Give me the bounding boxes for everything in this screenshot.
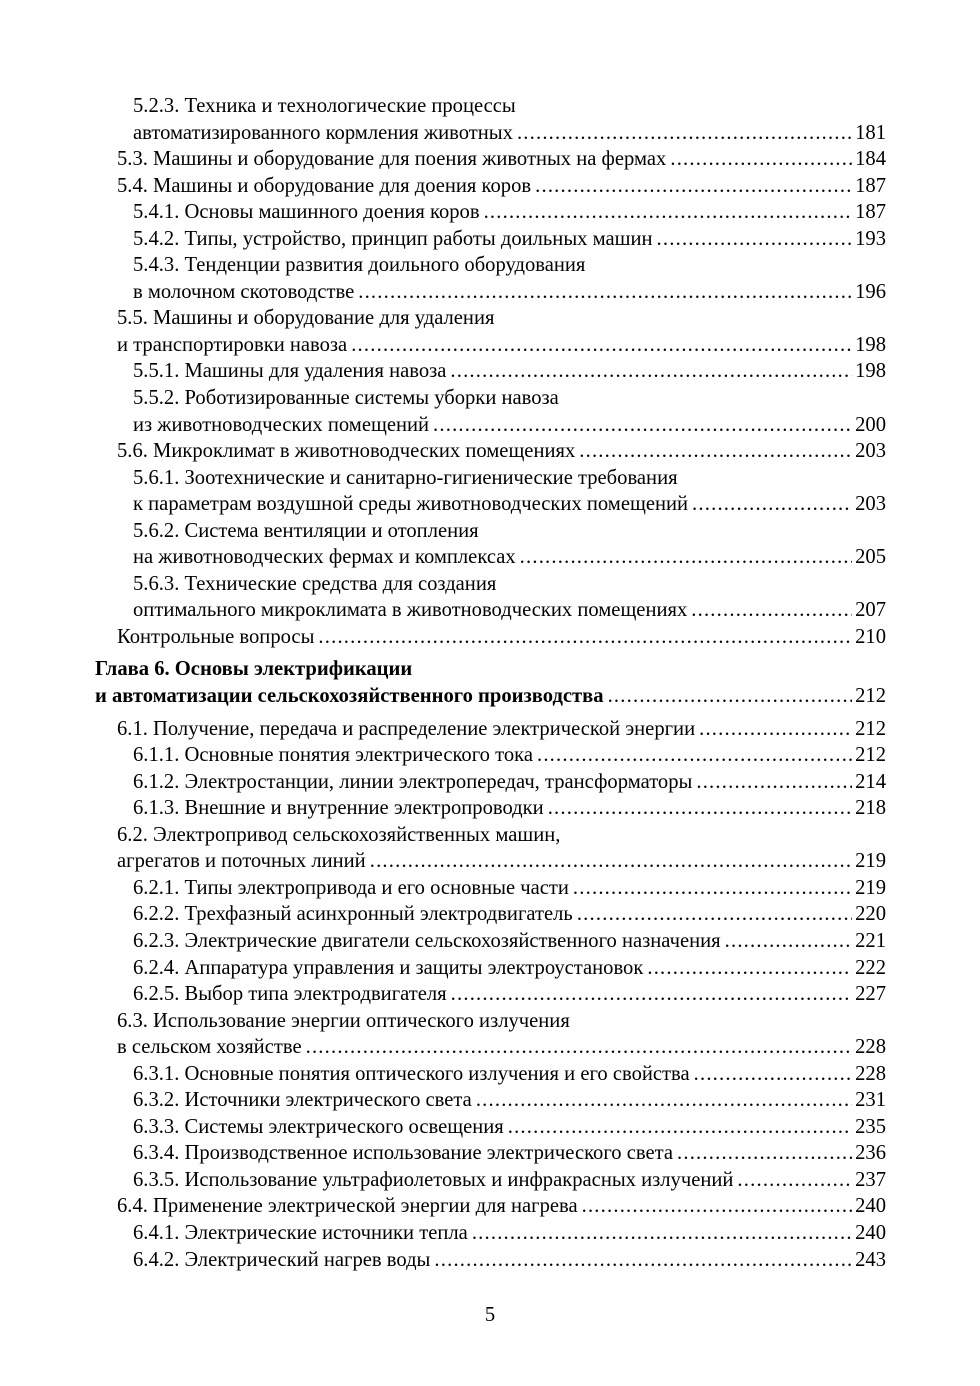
- toc-entry-title: 5.3. Машины и оборудование для поения животных на фермах: [117, 148, 667, 171]
- toc-entry-page: 210: [855, 625, 886, 648]
- toc-entry-title: 6.2.5. Выбор типа электродвигателя: [133, 983, 447, 1006]
- dot-leader: [577, 901, 852, 928]
- toc-entry: [0, 226, 980, 253]
- dot-leader: [699, 716, 852, 743]
- toc-entry-title: 6.2. Электропривод сельскохозяйственных машин,: [117, 823, 561, 846]
- toc-entry-title: 5.6. Микроклимат в животноводческих помещениях: [117, 440, 576, 463]
- dot-leader: [520, 544, 852, 571]
- toc-entry-page: 227: [855, 983, 886, 1006]
- toc-entry-page: 203: [855, 493, 886, 516]
- dot-leader: [306, 1034, 853, 1061]
- dot-leader: [433, 412, 852, 439]
- toc-entry: [0, 1220, 980, 1247]
- toc-entry-title: 6.3.1. Основные понятия оптического излучения и его свойства: [133, 1062, 690, 1085]
- toc-entry-page: 228: [855, 1036, 886, 1059]
- toc-entry-title: 6.3.5. Использование ультрафиолетовых и инфракрасных излучений: [133, 1168, 734, 1191]
- dot-leader: [737, 1167, 852, 1194]
- toc-entry-title: и автоматизации сельскохозяйственного производства: [95, 685, 604, 708]
- toc-entry-title: 6.1.1. Основные понятия электрического тока: [133, 744, 533, 767]
- toc-entry: [0, 1034, 980, 1061]
- toc-entry-title: 5.6.3. Технические средства для создания: [133, 572, 497, 595]
- dot-leader: [579, 438, 852, 465]
- toc-entry: [0, 716, 980, 743]
- toc-entry-title: 6.4.2. Электрический нагрев воды: [133, 1248, 431, 1271]
- toc-entry: [0, 742, 980, 769]
- toc-entry: [0, 332, 980, 359]
- dot-leader: [472, 1220, 852, 1247]
- toc-entry-page: 181: [855, 121, 886, 144]
- toc-entry-title: 6.4. Применение электрической энергии для нагрева: [117, 1195, 578, 1218]
- toc-entry: [0, 795, 980, 822]
- toc-entry-title: оптимального микроклимата в животноводческих помещениях: [133, 599, 688, 622]
- dot-leader: [318, 624, 852, 651]
- toc-entry-title: к параметрам воздушной среды животноводческих помещений: [133, 493, 689, 516]
- toc-entry-title: автоматизированного кормления животных: [133, 121, 513, 144]
- dot-leader: [535, 173, 852, 200]
- toc-entry-page: 212: [855, 717, 886, 740]
- toc-entry: [0, 928, 980, 955]
- toc-entry-page: 219: [855, 876, 886, 899]
- toc-entry: [0, 518, 980, 545]
- toc-entry: [0, 1167, 980, 1194]
- dot-leader: [725, 928, 852, 955]
- toc-entry: [0, 597, 980, 624]
- dot-leader: [677, 1140, 852, 1167]
- toc-entry-title: 5.4.2. Типы, устройство, принцип работы доильных машин: [133, 227, 653, 250]
- toc-entry-title: 5.5.1. Машины для удаления навоза: [133, 360, 447, 383]
- toc-entry-title: 5.4.3. Тенденции развития доильного оборудования: [133, 254, 586, 277]
- toc-entry-title: из животноводческих помещений: [133, 413, 430, 436]
- dot-leader: [517, 120, 852, 147]
- toc-entry-title: на животноводческих фермах и комплексах: [133, 546, 516, 569]
- toc-entry: [0, 252, 980, 279]
- dot-leader: [692, 491, 852, 518]
- toc-entry-page: 184: [855, 148, 886, 171]
- toc-entry: [0, 438, 980, 465]
- toc-entry: [0, 279, 980, 306]
- dot-leader: [358, 279, 852, 306]
- toc-entry-title: и транспортировки навоза: [117, 333, 348, 356]
- toc-entry-page: 221: [855, 929, 886, 952]
- toc-entry-page: 237: [855, 1168, 886, 1191]
- toc-entry-title: 6.3.2. Источники электрического света: [133, 1089, 472, 1112]
- toc-entry-title: 6.3. Использование энергии оптического излучения: [117, 1009, 570, 1032]
- toc-entry-title: 5.6.2. Система вентиляции и отопления: [133, 519, 479, 542]
- toc-entry-title: 5.5. Машины и оборудование для удаления: [117, 307, 495, 330]
- toc-entry-title: 6.1.2. Электростанции, линии электропередач, трансформаторы: [133, 770, 693, 793]
- toc-entry-page: 198: [855, 360, 886, 383]
- chapter-heading: [0, 683, 980, 710]
- dot-leader: [608, 683, 853, 710]
- page-number: 5: [484, 1304, 496, 1326]
- toc-entry-page: 219: [855, 850, 886, 873]
- toc-entry-page: 187: [855, 201, 886, 224]
- toc-entry: [0, 981, 980, 1008]
- dot-leader: [484, 199, 853, 226]
- toc-entry: [0, 120, 980, 147]
- toc-entry: [0, 1247, 980, 1274]
- toc-entry-title: агрегатов и поточных линий: [117, 850, 366, 873]
- toc-entry-title: 6.1.3. Внешние и внутренние электропроводки: [133, 797, 544, 820]
- dot-leader: [537, 742, 852, 769]
- toc-entry-title: 6.3.4. Производственное использование электрического света: [133, 1142, 673, 1165]
- toc-entry-title: в сельском хозяйстве: [117, 1036, 302, 1059]
- dot-leader: [694, 1061, 852, 1088]
- toc-entry-page: 212: [855, 685, 886, 708]
- toc-entry: [0, 822, 980, 849]
- toc-entry-title: 6.3.3. Системы электрического освещения: [133, 1115, 504, 1138]
- dot-leader: [451, 981, 852, 1008]
- toc-entry: [0, 1114, 980, 1141]
- toc-entry-page: 228: [855, 1062, 886, 1085]
- dot-leader: [370, 848, 852, 875]
- toc-entry-page: 222: [855, 956, 886, 979]
- dot-leader: [548, 795, 852, 822]
- dot-leader: [351, 332, 852, 359]
- toc-entry-title: 6.2.2. Трехфазный асинхронный электродвигатель: [133, 903, 573, 926]
- dot-leader: [691, 597, 852, 624]
- toc-entry-page: 240: [855, 1221, 886, 1244]
- toc-entry: [0, 385, 980, 412]
- toc-entry-title: 5.4.1. Основы машинного доения коров: [133, 201, 480, 224]
- toc-entry: [0, 769, 980, 796]
- dot-leader: [508, 1114, 852, 1141]
- toc-entry-page: 196: [855, 280, 886, 303]
- table-of-contents: [0, 93, 980, 1273]
- toc-entry-page: 236: [855, 1142, 886, 1165]
- toc-entry: [0, 358, 980, 385]
- toc-entry: [0, 465, 980, 492]
- toc-entry-page: 231: [855, 1089, 886, 1112]
- toc-entry-page: 214: [855, 770, 886, 793]
- toc-entry: [0, 875, 980, 902]
- toc-entry-title: Контрольные вопросы: [117, 625, 315, 648]
- toc-entry: [0, 1193, 980, 1220]
- toc-entry-title: 6.4.1. Электрические источники тепла: [133, 1221, 468, 1244]
- toc-entry-title: 5.4. Машины и оборудование для доения коров: [117, 174, 532, 197]
- toc-entry: [0, 955, 980, 982]
- chapter-heading: [0, 656, 980, 683]
- toc-entry-title: 5.6.1. Зоотехнические и санитарно-гигиенические требования: [133, 466, 678, 489]
- toc-entry: [0, 199, 980, 226]
- dot-leader: [582, 1193, 853, 1220]
- toc-entry-page: 207: [855, 599, 886, 622]
- toc-entry-title: 5.5.2. Роботизированные системы уборки навоза: [133, 387, 559, 410]
- toc-entry: [0, 1140, 980, 1167]
- toc-entry: [0, 93, 980, 120]
- toc-entry-title: в молочном скотоводстве: [133, 280, 355, 303]
- toc-entry-page: 235: [855, 1115, 886, 1138]
- dot-leader: [573, 875, 852, 902]
- toc-entry: [0, 1008, 980, 1035]
- dot-leader: [657, 226, 853, 253]
- toc-entry: [0, 173, 980, 200]
- toc-entry: [0, 1061, 980, 1088]
- dot-leader: [670, 146, 852, 173]
- toc-entry: [0, 1087, 980, 1114]
- dot-leader: [450, 358, 852, 385]
- toc-entry: [0, 305, 980, 332]
- toc-entry-page: 193: [855, 227, 886, 250]
- toc-entry-page: 187: [855, 174, 886, 197]
- toc-entry-title: 6.2.3. Электрические двигатели сельскохозяйственного назначения: [133, 929, 721, 952]
- toc-entry: [0, 412, 980, 439]
- toc-entry-page: 220: [855, 903, 886, 926]
- toc-entry: [0, 848, 980, 875]
- toc-entry-page: 205: [855, 546, 886, 569]
- toc-entry-page: 243: [855, 1248, 886, 1271]
- toc-entry: [0, 491, 980, 518]
- toc-entry-title: Глава 6. Основы электрификации: [95, 658, 413, 681]
- toc-entry: [0, 571, 980, 598]
- toc-entry-page: 198: [855, 333, 886, 356]
- toc-entry: [0, 624, 980, 651]
- toc-entry: [0, 544, 980, 571]
- toc-entry-title: 6.2.1. Типы электропривода и его основные части: [133, 876, 569, 899]
- toc-entry: [0, 901, 980, 928]
- toc-entry-page: 203: [855, 440, 886, 463]
- dot-leader: [696, 769, 852, 796]
- toc-entry-title: 6.1. Получение, передача и распределение электрической энергии: [117, 717, 696, 740]
- toc-entry-page: 240: [855, 1195, 886, 1218]
- toc-entry-title: 5.2.3. Техника и технологические процессы: [133, 95, 516, 117]
- toc-entry-page: 200: [855, 413, 886, 436]
- dot-leader: [476, 1087, 852, 1114]
- dot-leader: [647, 955, 852, 982]
- toc-entry-page: 212: [855, 744, 886, 767]
- toc-entry: [0, 146, 980, 173]
- toc-entry-page: 218: [855, 797, 886, 820]
- dot-leader: [434, 1247, 852, 1274]
- toc-entry-title: 6.2.4. Аппаратура управления и защиты электроустановок: [133, 956, 644, 979]
